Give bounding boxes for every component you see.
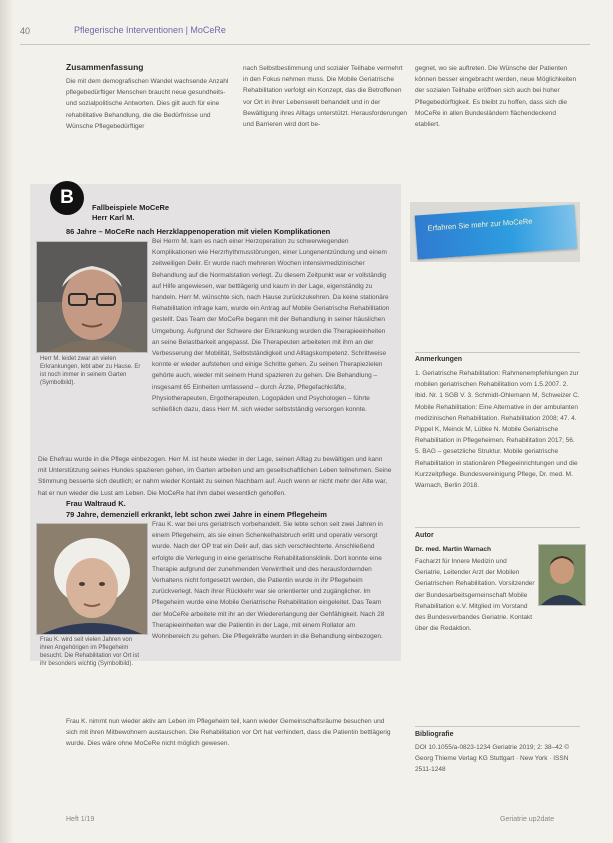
author-photo: [538, 544, 586, 606]
case2-text: Frau K. war bei uns geriatrisch vorbehandelt. Sie lebte schon seit zwei Jahren in einem Pflegeheim, als sie einen Schenkelhalsbruch erlitt und operativ versorgt wurde. Nach der OP trat ein Delir auf, das sich verschlechterte. Anschließend erfolgte die Verlegung in eine geriatrische Rehabilitationsklinik. Dort konnte eine Therapie aufgrund der zunehmenden Verwirrtheit und des herausfordernden Verhaltens nicht fortgesetzt werden, die Patientin wurde in ihr Pflegeheim zurückverlegt. Nach ihrer Rückkehr war sie orientierter und zugänglicher. Im Pflegeheim wurde eine Mobile Geriatrische Rehabilitation eingeleitet. Das Team der MoCeRe arbeitete mit ihr an der Wiedererlangung der Gehfähigkeit. Nach 28 Therapieeinheiten war die Patientin in der Lage, mit einem Rollator am Wohnbereich zu gehen. Die Pflegekräfte wurden in die Behandlung einbezogen.: [152, 521, 385, 641]
case1-caption: Herr M. leidet zwar an vielen Erkrankungen, lebt aber zu Hause. Er ist noch immer in seinem Garten (Symbolbild).: [40, 356, 141, 386]
elderly-man-portrait-icon: [37, 242, 147, 352]
bibliography-heading: Bibliografie: [415, 731, 454, 738]
author-name: Dr. med. Martin Warnach: [415, 546, 491, 553]
summary-heading: Zusammenfassung: [66, 62, 144, 72]
author-text: Facharzt für Innere Medizin und Geriatrie, Leitender Arzt der Mobilen Geriatrischen Rehabilitation. Vorsitzender der Bundesarbeitsgemeinschaft Mobile Rehabilitation e.V. Mitglied im Vorstand des Bundesverbandes Geriatrie. Kontakt über die Redaktion.: [415, 558, 535, 633]
bibliography-text: DOI 10.1055/a-0823-1234 Geriatrie 2019; 2: 38–42 © Georg Thieme Verlag KG Stuttgart · New York · ISSN 2511-1248: [415, 744, 570, 774]
summary-col2: nach Selbstbestimmung und sozialer Teilhabe vermehrt in den Fokus nehmen muss. Die Mobile Geriatrische Rehabilitation verfolgt ein Konzept, das die Betroffenen vor Ort in ihrer Lebenswelt behandelt und in der Bewältigung ihres Alltags unterstützt. Herausforderungen und Barrieren wird dort be-: [243, 65, 408, 129]
case-badge: B: [50, 181, 84, 215]
header-rule: [20, 44, 590, 45]
annotations-heading: Anmerkungen: [415, 356, 463, 363]
section-title: Pflegerische Interventionen | MoCeRe: [74, 25, 226, 35]
author-rule: [415, 527, 580, 528]
case2-photo: [36, 523, 148, 635]
promo-label: Erfahren Sie mehr zur MoCeRe: [427, 216, 533, 233]
case-label: Fallbeispiele MoCeRe: [92, 203, 170, 212]
footer-right: Geriatrie up2date: [500, 816, 555, 823]
case2-text-full: Frau K. nimmt nun wieder aktiv am Leben im Pflegeheim teil, kann wieder Gemeinschaftsräume besuchen und sich mit ihren Mitbewohnern austauschen. Die Rehabilitation vor Ort hat verhindert, dass die Patientin bettlägerig wurde. Dies wäre ohne MoCeRe nicht möglich gewesen.: [66, 718, 391, 748]
summary-col3: gegnet, wo sie auftreten. Die Wünsche der Patienten können besser eingebracht werden, neue Möglichkeiten der sozialen Teilhabe eröffnen sich auch bei hoher Pflegebedürftigkeit. Es bleibt zu hoffen, dass sich die MoCeRe in allen Bundesländern flächendeckend etabliert.: [415, 65, 577, 129]
author-portrait-icon: [539, 545, 585, 605]
footer-left: Heft 1/19: [66, 816, 95, 823]
case1-photo: [36, 241, 148, 353]
case1-title: 86 Jahre – MoCeRe nach Herzklappenoperation mit vielen Komplikationen: [66, 227, 331, 236]
elderly-woman-portrait-icon: [37, 524, 147, 634]
author-heading: Autor: [415, 532, 434, 539]
case2-caption: Frau K. wird seit vielen Jahren von ihren Angehörigen im Pflegeheim besucht. Die Rehabilitation vor Ort ist ihr besonders wichtig (Symbolbild).: [40, 637, 140, 667]
annotations-text: 1. Geriatrische Rehabilitation: Rahmenempfehlungen zur mobilen geriatrischen Rehabilitation vom 1.5.2007. 2. Ibid. Nr. 1 SGB V. 3. Schmidt-Ohlemann M, Schweizer C. Mobile Rehabilitation: Eine Alternative in der ambulanten medizinischen Rehabilitation. Rehabilitation 2008; 47. 4. Pippel K, Meinck M, Lübke N. Mobile Geriatrische Rehabilitation in Pflegeheimen. Rehabilitation 2017; 56. 5. BAG – gesetzliche Struktur. Mobile geriatrische Rehabilitation in stationären Pflegeeinrichtungen und die Kurzzeitpflege. Bundesvereinigung Pflege, Dr. med. M. Warnach, Berlin 2018.: [415, 370, 580, 490]
summary-col1: Die mit dem demografischen Wandel wachsende Anzahl pflegebedürftiger Menschen braucht neue gesundheits- und sozialpolitische Antworten. Dies gilt auch für eine rehabilitative Behandlung, die die Bedürfnisse und Wünsche Pflegebedürftiger: [66, 78, 229, 130]
case1-text-full: Die Ehefrau wurde in die Pflege einbezogen. Herr M. ist heute wieder in der Lage, seinen Alltag zu bewältigen und kann mit Unterstützung seines Hundes spazieren gehen, im Garten arbeiten und am gesellschaftlichen Leben teilnehmen. Seine Stimmung besserte sich deutlich; er nahm wieder Kontakt zu seinen Nachbarn auf. Auch wenn er nicht mehr der Alte war, hat er nun wieder die Lust am Leben. Die MoCeRe hat ihm dabei wesentlich geholfen.: [38, 456, 392, 497]
case1-text: Bei Herrn M. kam es nach einer Herzoperation zu schwerwiegenden Komplikationen wie Herzrhythmusstörungen, einer Lungenentzündung und einem zeitweiligen Delir. Er wurde nach mehreren Wochen intensivmedizinischer Behandlung auf die Normalstation verlegt. Zu diesem Zeitpunkt war er vollständig auf Hilfe angewiesen, war bettlägerig und kaum in der Lage, eigenständig zu handeln. Herr M. wünschte sich, nach Hause zurückzukehren. Da keine stationäre Rehabilitation infrage kam, wurde ein Antrag auf Mobile Geriatrische Rehabilitation gestellt. Das Team der MoCeRe begann mit der Behandlung in seiner häuslichen Umgebung. Aufgrund der Schwere der Erkrankung wurden die Therapieeinheiten an seine Belastbarkeit angepasst. Die Therapeuten arbeiteten mit ihm an der Verbesserung der Mobilität, Selbstständigkeit und Alltagskompetenz. Schrittweise konnte er wieder aufstehen und einige Schritte gehen. Zu seinen Therapiezielen gehörte auch, wieder mit seinem Hund spazieren zu gehen. Die Behandlung – insgesamt 65 Einheiten umfassend – durch Ärzte, Pflegefachkräfte, Physiotherapeuten, Ergotherapeuten, Logopäden und Psychologen – führte schließlich dazu, dass Herr M. sich wieder selbstständig versorgen konnte.: [152, 238, 390, 414]
page-number: 40: [20, 26, 31, 36]
annotations-rule: [415, 352, 580, 353]
bibliography-rule: [415, 726, 580, 727]
case1-name: Herr Karl M.: [92, 213, 135, 222]
case2-title: 79 Jahre, demenziell erkrankt, lebt schon zwei Jahre in einem Pflegeheim: [66, 510, 327, 519]
case2-name: Frau Waltraud K.: [66, 499, 126, 508]
